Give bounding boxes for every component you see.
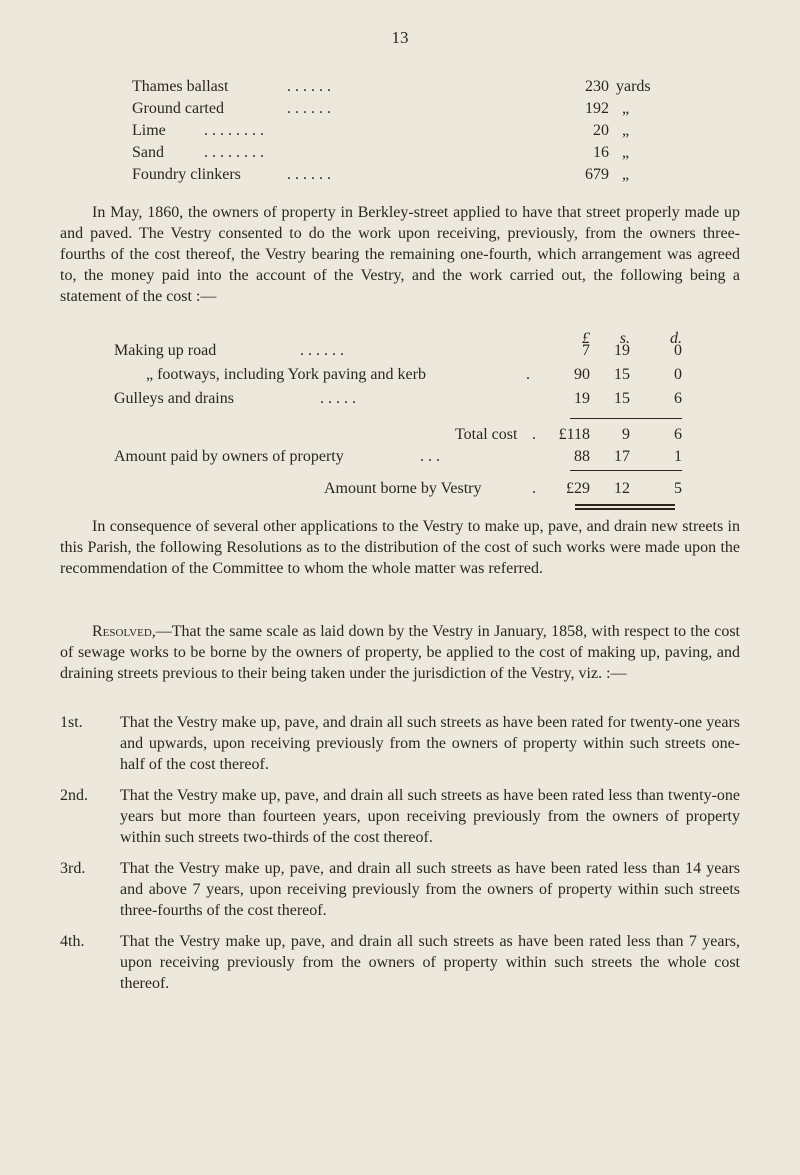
materials-list [132, 76, 672, 186]
cost-pence: 0 [674, 342, 682, 359]
cost-label: „ footways, including York paving and kerb [146, 366, 426, 383]
dot-leader: . [526, 366, 530, 383]
total-cost-row [0, 424, 800, 446]
cost-label: Making up road [114, 342, 217, 359]
difference-rule [570, 470, 682, 471]
resolution-item [60, 858, 740, 921]
total-shillings: 9 [622, 426, 630, 443]
material-quantity: 679 [585, 166, 609, 183]
material-name: Lime [132, 122, 166, 139]
material-name: Thames ballast [132, 78, 229, 95]
dot-leader: . . . . . [320, 390, 356, 407]
owners-amount-row [0, 446, 800, 468]
total-pence: 6 [674, 426, 682, 443]
material-name: Sand [132, 144, 164, 161]
resolved-label: Resolved, [92, 623, 156, 640]
owners-pounds: 88 [574, 448, 590, 465]
resolution-number: 3rd. [60, 860, 86, 877]
dot-leader: . [532, 426, 536, 443]
double-rule-bottom [575, 508, 675, 510]
vestry-amount-label: Amount borne by Vestry [324, 480, 482, 497]
resolution-number: 1st. [60, 714, 83, 731]
cost-row [0, 364, 800, 386]
cost-pounds: 90 [574, 366, 590, 383]
cost-label: Gulleys and drains [114, 390, 234, 407]
total-cost-label: Total cost [455, 426, 518, 443]
cost-shillings: 15 [614, 390, 630, 407]
resolution-number: 4th. [60, 933, 85, 950]
vestry-pence: 5 [674, 480, 682, 497]
resolutions-list [60, 712, 740, 1004]
material-row [132, 120, 672, 142]
material-unit: „ [622, 122, 630, 139]
resolution-item [60, 712, 740, 775]
material-unit: „ [622, 166, 630, 183]
resolved-paragraph [60, 621, 740, 684]
resolved-text: —That the same scale as laid down by the Vestry in January, 1858, with respect to the cost of sewage works to be borne by the owners of property, be applied to the cost of making up, paving, and draining streets previous to their being taken under the jurisdiction of the Vestry, viz. :— [60, 623, 740, 682]
material-quantity: 230 [585, 78, 609, 95]
cost-pence: 6 [674, 390, 682, 407]
material-quantity: 20 [593, 122, 609, 139]
pence-header: d. [670, 330, 682, 347]
vestry-pounds: £29 [566, 480, 590, 497]
material-unit: yards [616, 78, 651, 95]
material-name: Ground carted [132, 100, 224, 117]
dot-leader: . . . [420, 448, 440, 465]
material-quantity: 16 [593, 144, 609, 161]
pounds-header: £ [582, 330, 590, 347]
cost-row [0, 388, 800, 410]
cost-pounds: 19 [574, 390, 590, 407]
dot-leader: . . . . . . [287, 166, 331, 183]
material-unit: „ [622, 144, 630, 161]
material-row [132, 98, 672, 120]
paragraph-applications: In consequence of several other applications to the Vestry to make up, pave, and drain new streets in this Parish, the following Resolutions as to the distribution of the cost of such works were made upon the recommendation of the Committee to whom the whole matter was referred. [60, 518, 740, 577]
resolution-item [60, 931, 740, 994]
cost-pounds: 7 [582, 342, 590, 359]
cost-shillings: 19 [614, 342, 630, 359]
material-unit: „ [622, 100, 630, 117]
material-name: Foundry clinkers [132, 166, 241, 183]
paragraph-berkley-street: In May, 1860, the owners of property in Berkley-street applied to have that street properly made up and paved. The Vestry consented to do the work upon receiving, previously, from the owners three-fourths of the cost thereof, the Vestry bearing the remaining one-fourth, which arrangement was agreed to, the money paid into the account of the Vestry, and the work carried out, the following being a statement of the cost :— [60, 204, 740, 305]
cost-shillings: 15 [614, 366, 630, 383]
dot-leader: . . . . . . . . [204, 144, 264, 161]
vestry-shillings: 12 [614, 480, 630, 497]
cost-pence: 0 [674, 366, 682, 383]
double-rule-top [575, 504, 675, 506]
vestry-amount-row [0, 478, 800, 500]
dot-leader: . [532, 480, 536, 497]
dot-leader: . . . . . . [287, 100, 331, 117]
page-number: 13 [391, 28, 409, 47]
material-row [132, 164, 672, 186]
material-quantity: 192 [585, 100, 609, 117]
dot-leader: . . . . . . [300, 342, 344, 359]
dot-leader: . . . . . . . . [204, 122, 264, 139]
resolution-text: That the Vestry make up, pave, and drain all such streets as have been rated less than 7 years, upon receiving previously from the owners of property within such streets the whole cost thereof. [120, 933, 740, 992]
owners-shillings: 17 [614, 448, 630, 465]
shillings-header: s. [619, 330, 630, 347]
material-row [132, 142, 672, 164]
resolution-number: 2nd. [60, 787, 88, 804]
subtotal-rule [570, 418, 682, 419]
resolution-text: That the Vestry make up, pave, and drain all such streets as have been rated less than 14 years and above 7 years, upon receiving previously from the owners of property within such streets three-fourths of the cost thereof. [120, 860, 740, 919]
material-row [132, 76, 672, 98]
owners-pence: 1 [674, 448, 682, 465]
cost-row [0, 340, 800, 362]
resolution-text: That the Vestry make up, pave, and drain all such streets as have been rated less than twenty-one years but more than fourteen years, upon receiving previously from the owners of property within such streets two-thirds of the cost thereof. [120, 787, 740, 846]
resolution-item [60, 785, 740, 848]
dot-leader: . . . . . . [287, 78, 331, 95]
owners-amount-label: Amount paid by owners of property [114, 448, 344, 465]
total-pounds: £118 [558, 426, 590, 443]
resolution-text: That the Vestry make up, pave, and drain all such streets as have been rated for twenty-one years and upwards, upon receiving previously from the owners of property within such streets one-half of the cost thereof. [120, 714, 740, 773]
